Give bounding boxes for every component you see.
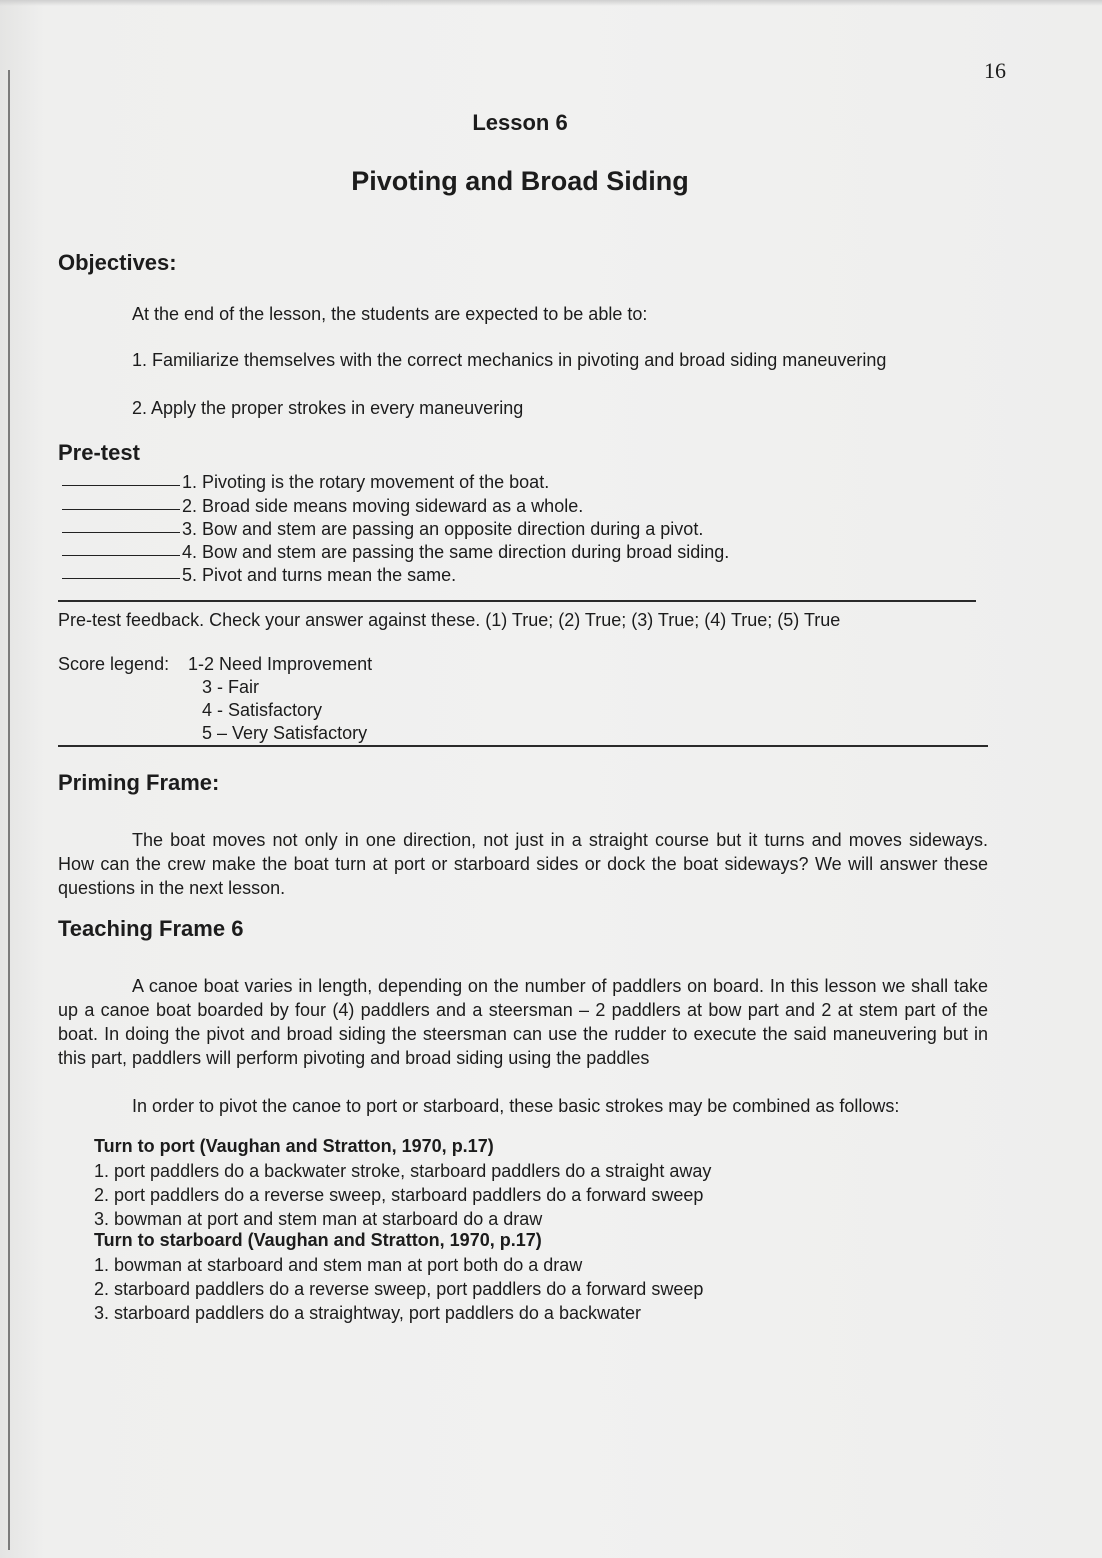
port-step-2: 2. port paddlers do a reverse sweep, starboard paddlers do a forward sweep xyxy=(94,1185,704,1205)
pretest-item-5: 5. Pivot and turns mean the same. xyxy=(62,565,456,586)
score-legend-item-2: 3 - Fair xyxy=(202,677,260,697)
teaching-paragraph-2: In order to pivot the canoe to port or starboard, these basic strokes may be combined as follows: xyxy=(132,1096,900,1116)
starboard-step-2: 2. starboard paddlers do a reverse sweep, port paddlers do a forward sweep xyxy=(94,1279,704,1299)
answer-blank[interactable] xyxy=(62,508,180,510)
answer-blank[interactable] xyxy=(62,484,180,486)
pretest-item-1: 1. Pivoting is the rotary movement of the boat. xyxy=(62,472,549,493)
turn-to-port-heading: Turn to port (Vaughan and Stratton, 1970, p.17) xyxy=(94,1136,494,1156)
score-legend-item-4: 5 – Very Satisfactory xyxy=(202,723,368,743)
score-legend-item-1: 1-2 Need Improvement xyxy=(188,654,373,674)
objectives-intro: At the end of the lesson, the students are expected to be able to: xyxy=(132,304,648,324)
port-step-3: 3. bowman at port and stem man at starboard do a draw xyxy=(94,1209,543,1229)
score-legend-item-3: 4 - Satisfactory xyxy=(202,700,323,720)
teaching-paragraph-1: A canoe boat varies in length, depending on the number of paddlers on board. In this lesson we shall take up a canoe boat boarded by four (4) paddlers and a steersman – 2 paddlers at bow part and 2 at stem part of the boat. In doing the pivot and broad siding the steersman can use the rudder to execute the said maneuvering but in this part, paddlers will perform pivoting and broad siding using the paddles xyxy=(58,976,988,1068)
pretest-item-4: 4. Bow and stem are passing the same direction during broad siding. xyxy=(62,542,729,563)
page-top-shadow xyxy=(0,0,1102,6)
page-title: Pivoting and Broad Siding xyxy=(351,166,689,196)
pretest-feedback: Pre-test feedback. Check your answer against these. (1) True; (2) True; (3) True; (4) True; (5) True xyxy=(58,610,841,630)
priming-heading: Priming Frame: xyxy=(58,770,220,795)
divider-rule xyxy=(58,600,976,602)
pretest-item-2: 2. Broad side means moving sideward as a whole. xyxy=(62,496,583,517)
teaching-heading: Teaching Frame 6 xyxy=(58,916,244,941)
lesson-label: Lesson 6 xyxy=(472,110,568,135)
objective-item-1: 1. Familiarize themselves with the correct mechanics in pivoting and broad siding maneuvering xyxy=(132,350,887,370)
port-step-1: 1. port paddlers do a backwater stroke, starboard paddlers do a straight away xyxy=(94,1161,712,1181)
priming-paragraph: The boat moves not only in one direction, not just in a straight course but it turns and moves sideways. How can the crew make the boat turn at port or starboard sides or dock the boat sideways? We will answer these questions in the next lesson. xyxy=(58,830,988,898)
answer-blank[interactable] xyxy=(62,554,180,556)
objectives-heading: Objectives: xyxy=(58,250,177,275)
page-number: 16 xyxy=(984,58,1006,83)
pretest-heading: Pre-test xyxy=(58,440,140,465)
starboard-step-1: 1. bowman at starboard and stem man at port both do a draw xyxy=(94,1255,583,1275)
objective-item-2: 2. Apply the proper strokes in every maneuvering xyxy=(132,398,524,418)
divider-rule xyxy=(58,745,988,747)
score-legend-label: Score legend: xyxy=(58,654,170,674)
answer-blank[interactable] xyxy=(62,577,180,579)
turn-to-starboard-heading: Turn to starboard (Vaughan and Stratton, 1970, p.17) xyxy=(94,1230,542,1250)
starboard-step-3: 3. starboard paddlers do a straightway, port paddlers do a backwater xyxy=(94,1303,641,1323)
pretest-item-3: 3. Bow and stem are passing an opposite direction during a pivot. xyxy=(62,519,703,540)
page-left-edge xyxy=(8,70,10,1550)
answer-blank[interactable] xyxy=(62,531,180,533)
